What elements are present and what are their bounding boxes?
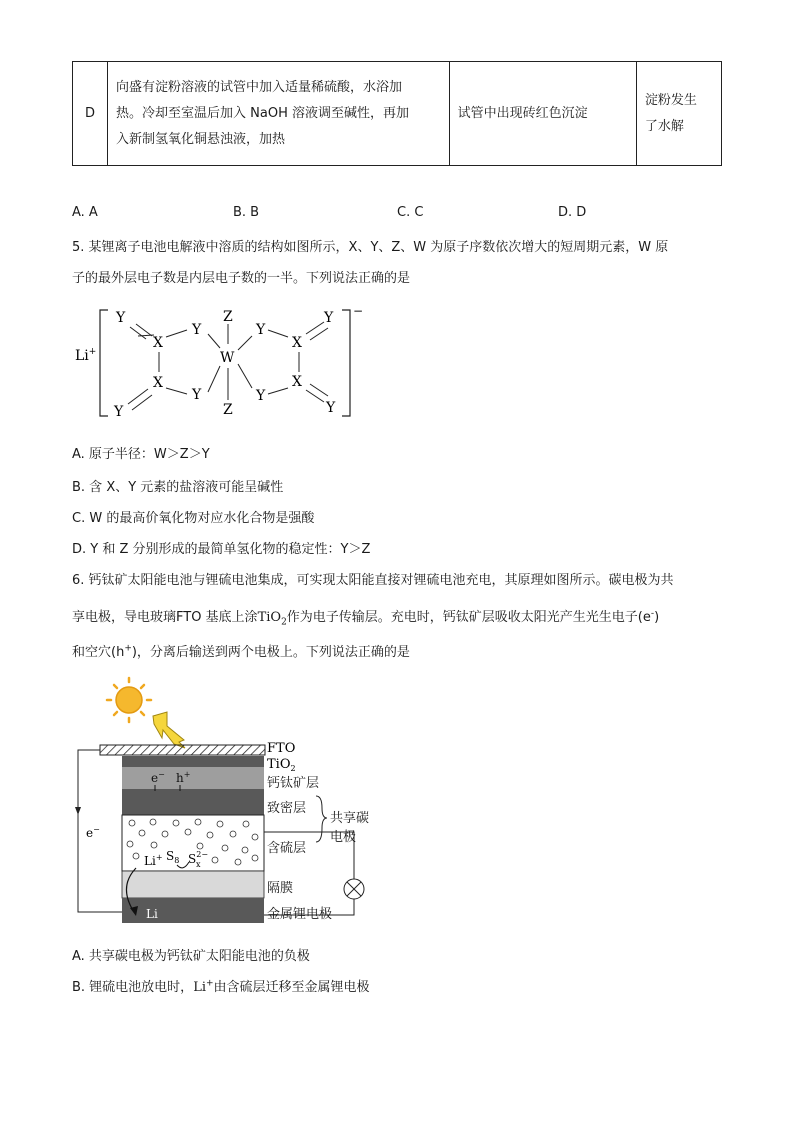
atom-y: Y — [114, 404, 124, 420]
operation-cell — [108, 62, 450, 166]
atom-x: X — [153, 335, 163, 351]
phenomenon-cell: 试管中出现砖红色沉淀 — [449, 62, 636, 166]
left-wire — [78, 750, 122, 912]
li-ion-label: Li+ — [144, 853, 163, 868]
table-row — [73, 62, 722, 166]
q4-choice-c: C. C — [397, 205, 424, 220]
sun-icon — [107, 678, 151, 722]
fto-layer — [100, 745, 265, 755]
operation-line: 向盛有淀粉溶液的试管中加入适量稀硫酸，水浴加 — [116, 79, 403, 95]
li-metal-label: 金属锂电极 — [267, 907, 333, 922]
q4-choice-d: D. D — [558, 205, 587, 220]
conclusion-cell — [636, 62, 721, 166]
q4-choice-b: B. B — [233, 205, 260, 220]
atom-x: X — [153, 375, 163, 391]
conclusion-line: 淀粉发生 — [644, 92, 697, 108]
q6-battery-diagram — [70, 672, 400, 934]
atom-x: X — [292, 374, 302, 390]
s8-label: $S_8$ — [166, 849, 180, 865]
perovskite-layer — [122, 767, 264, 789]
lamp-icon — [344, 879, 364, 899]
atom-y: Y — [256, 322, 266, 338]
conclusion-line: 了水解 — [644, 118, 684, 134]
q5-structure-diagram — [70, 300, 370, 425]
q5-stem-line: 子的最外层电子数是内层电子数的一半。下列说法正确的是 — [72, 271, 411, 286]
atom-y: Y — [326, 400, 336, 416]
atom-x: X — [292, 335, 302, 351]
operation-line: 入新制氢氧化铜悬浊液，加热 — [116, 131, 286, 147]
sx-label: $S^{2-}$ x — [188, 850, 209, 869]
q5-option-d: D. Y 和 Z 分别形成的最简单氢化物的稳定性：Y＞Z — [72, 542, 371, 557]
fto-label: FTO — [267, 741, 296, 756]
hole-label: h+ — [176, 770, 191, 785]
atom-z: Z — [223, 402, 233, 418]
right-bracket — [342, 310, 350, 416]
dense-layer — [122, 789, 264, 815]
atom-y: Y — [256, 388, 266, 404]
lightning-icon — [153, 712, 185, 748]
q5-option-c: C. W 的最高价氧化物对应水化合物是强酸 — [72, 511, 315, 526]
q6-stem-line: 和空穴(h+)，分离后输送到两个电极上。下列说法正确的是 — [72, 643, 410, 660]
row-label: D — [73, 62, 108, 166]
li-metal-symbol: Li — [146, 907, 158, 921]
q6-stem-line: 享电极，导电玻璃FTO 基底上涂TiO$_2$作为电子传输层。充电时，钙钛矿层吸收太阳光产生光生电子(e-) — [72, 608, 660, 628]
anion-charge: − — [353, 304, 364, 318]
dense-label: 致密层 — [267, 801, 307, 816]
perovskite-label: 钙钛矿层 — [267, 776, 320, 791]
q6-option-b: B. 锂硫电池放电时，Li+由含硫层迁移至金属锂电极 — [72, 978, 370, 995]
q6-option-a: A. 共享碳电极为钙钛矿太阳能电池的负极 — [72, 949, 310, 964]
brace — [316, 796, 327, 842]
shared-electrode-label-2: 电极 — [330, 830, 357, 845]
operation-line: 热。冷却至室温后加入 NaOH 溶液调至碱性，再加 — [116, 105, 410, 121]
q5-option-a: A. 原子半径：W＞Z＞Y — [72, 447, 210, 462]
atom-y: Y — [116, 310, 126, 326]
q4-choice-a: A. A — [72, 205, 98, 220]
atom-y: Y — [192, 387, 202, 403]
electron-flow-arrow — [75, 807, 81, 815]
electron-label: e− — [151, 770, 165, 785]
li-cation: Li+ — [75, 347, 97, 364]
left-electron-label: e− — [86, 825, 100, 840]
sulfur-label: 含硫层 — [267, 841, 307, 856]
option-table — [72, 61, 722, 166]
shared-electrode-label-1: 共享碳 — [330, 811, 370, 826]
tio2-layer — [122, 756, 264, 767]
atom-w: W — [220, 350, 235, 366]
separator-layer — [122, 871, 264, 898]
tio2-label: TiO$_2$ — [267, 757, 296, 773]
q6-stem-line: 6. 钙钛矿太阳能电池与锂硫电池集成，可实现太阳能直接对锂硫电池充电，其原理如图所示。碳电极为共 — [72, 573, 674, 588]
q5-option-b: B. 含 X、Y 元素的盐溶液可能呈碱性 — [72, 480, 284, 495]
atom-y: Y — [324, 310, 334, 326]
atom-z: Z — [223, 309, 233, 325]
q5-stem-line: 5. 某锂离子电池电解液中溶质的结构如图所示，X、Y、Z、W 为原子序数依次增大的短周期元素，W 原 — [72, 240, 669, 255]
lithium-layer — [122, 898, 264, 923]
separator-label: 隔膜 — [267, 881, 294, 896]
atom-y: Y — [192, 322, 202, 338]
left-bracket — [100, 310, 108, 416]
